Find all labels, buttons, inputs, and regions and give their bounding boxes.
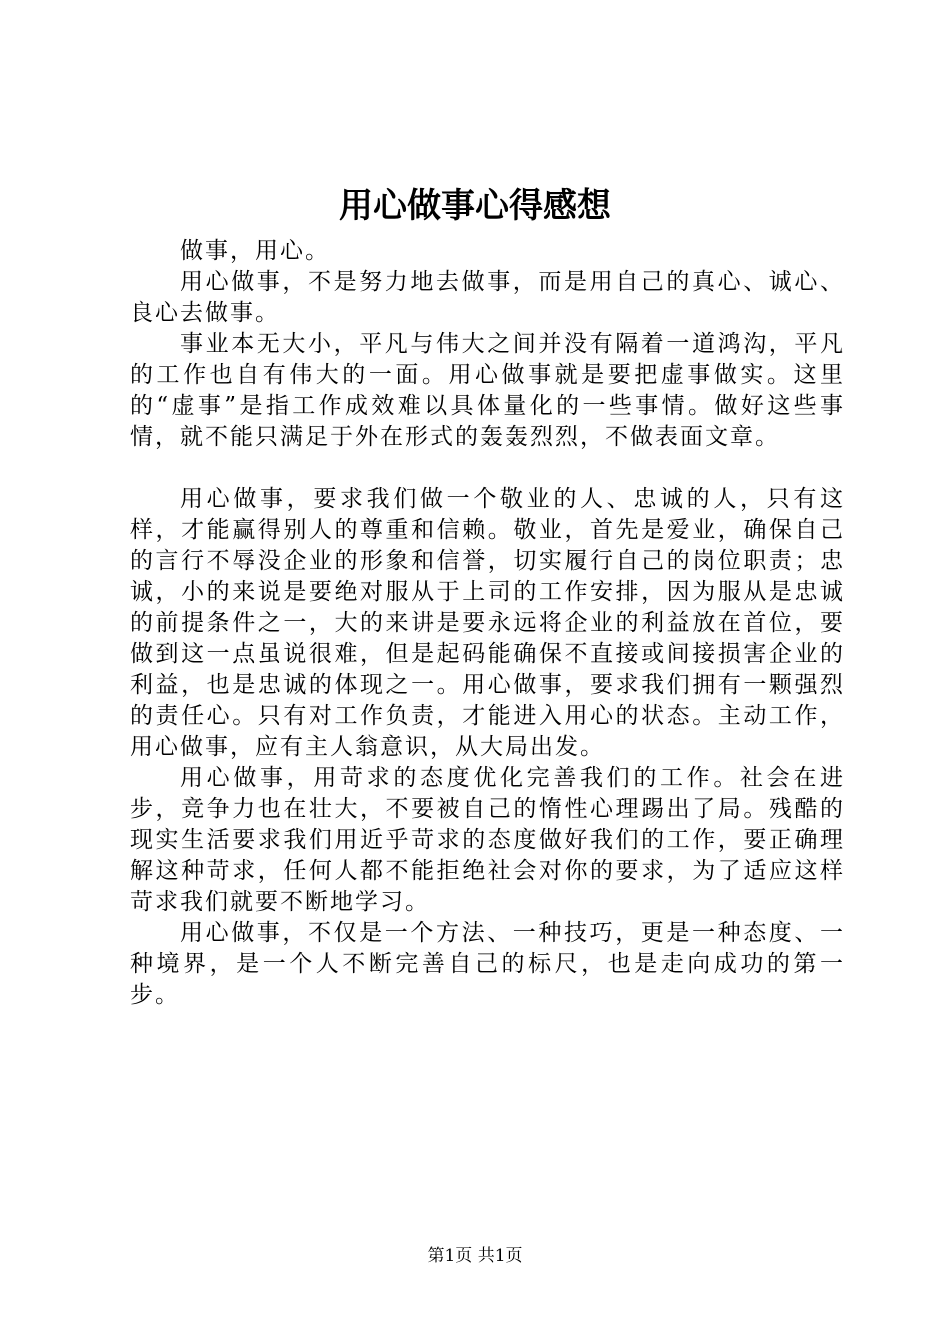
document-title: 用心做事心得感想	[339, 186, 611, 226]
document-body	[130, 236, 845, 1011]
page-footer: 第1页 共1页	[427, 1246, 523, 1266]
paragraph-5: 用心做事，用苛求的态度优化完善我们的工作。社会在进步，竞争力也在壮大，不要被自己的惰性心理踢出了局。残酷的现实生活要求我们用近乎苛求的态度做好我们的工作，要正确理解这种苛求，任何人都不能拒绝社会对你的要求，为了适应这样苛求我们就要不断地学习。	[130, 765, 845, 915]
paragraph-4: 用心做事，要求我们做一个敬业的人、忠诚的人，只有这样，才能赢得别人的尊重和信赖。敬业，首先是爱业，确保自己的言行不辱没企业的形象和信誉，切实履行自己的岗位职责；忠诚，小的来说是要绝对服从于上司的工作安排，因为服从是忠诚的前提条件之一，大的来讲是要永远将企业的利益放在首位，要做到这一点虽说很难，但是起码能确保不直接或间接损害企业的利益，也是忠诚的体现之一。用心做事，要求我们拥有一颗强烈的责任心。只有对工作负责，才能进入用心的状态。主动工作，用心做事，应有主人翁意识，从大局出发。	[130, 486, 845, 760]
paragraph-3: 事业本无大小，平凡与伟大之间并没有隔着一道鸿沟，平凡的工作也自有伟大的一面。用心做事就是要把虚事做实。这里的“虚事”是指工作成效难以具体量化的一些事情。做好这些事情，就不能只满足于外在形式的轰轰烈烈，不做表面文章。	[130, 331, 845, 450]
paragraph-2: 用心做事，不是努力地去做事，而是用自己的真心、诚心、良心去做事。	[130, 269, 845, 326]
paragraph-6: 用心做事，不仅是一个方法、一种技巧，更是一种态度、一种境界，是一个人不断完善自己的标尺，也是走向成功的第一步。	[130, 920, 845, 1008]
paragraph-1: 做事，用心。	[180, 238, 330, 264]
